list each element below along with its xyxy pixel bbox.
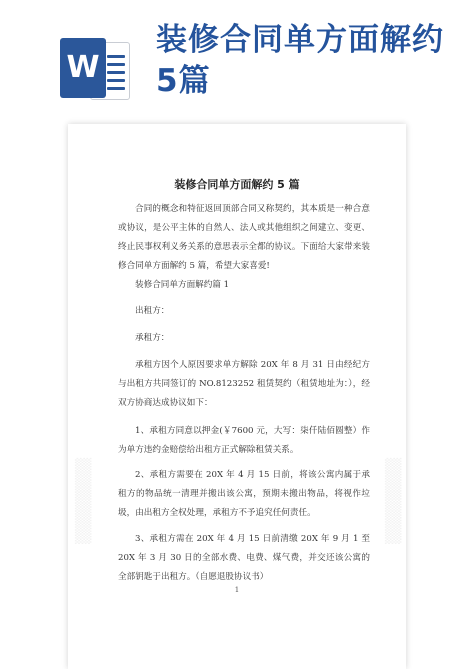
page-number: 1 [234,586,240,594]
document-title: 装修合同单方面解约 5 篇 [174,178,300,191]
lessor-label: 出租方： [135,306,170,316]
word-document-icon [60,38,130,100]
section-heading: 装修合同单方面解约篇 1 [135,280,230,290]
agreement-paragraph: 承租方因个人原因要求单方解除 20X 年 8 月 31 日由经纪方与出租方共同签订的 NO.8123252 租赁契约（租赁地址为：），经双方协商达成协议如下： [118,360,370,408]
clause-1: 1、承租方同意以押金(￥7600 元，大写：柒仟陆佰圆整）作为单方违约金赔偿给出租方正式解除租赁关系。 [118,426,370,455]
watermark-left: ▒▒▒▒▒▒▒▒ [76,457,92,544]
clause-3: 3、承租方需在 20X 年 4 月 15 日前清缴 20X 年 9 月 1 至 20X 年 3 月 30 日的全部水费、电费、煤气费，并交还该公寓的全部钥匙于出租方。（自愿退股协议书） [118,534,370,582]
banner-title: 装修合同单方面解约5篇 [156,22,444,99]
clause-2: 2、承租方需要在 20X 年 4 月 15 日前，将该公寓内属于承租方的物品统一清理并搬出该公寓，预期未搬出物品，将视作垃圾，由出租方全权处理，承租方不予追究任何责任。 [118,470,370,518]
intro-paragraph: 合同的概念和特征返回顶部合同又称契约，其本质是一种合意或协议，是公平主体的自然人、法人或其他组织之间建立、变更、终止民事权利义务关系的意思表示全都的协议。下面给大家带来装修合同单方面解约 5 篇，希望大家喜爱! [118,204,370,271]
watermark-right: ▒▒▒▒▒▒▒▒ [386,457,402,544]
header-banner [0,0,474,122]
lessee-label: 承租方： [135,333,170,343]
document-page [68,124,406,669]
word-badge: W [60,38,106,98]
